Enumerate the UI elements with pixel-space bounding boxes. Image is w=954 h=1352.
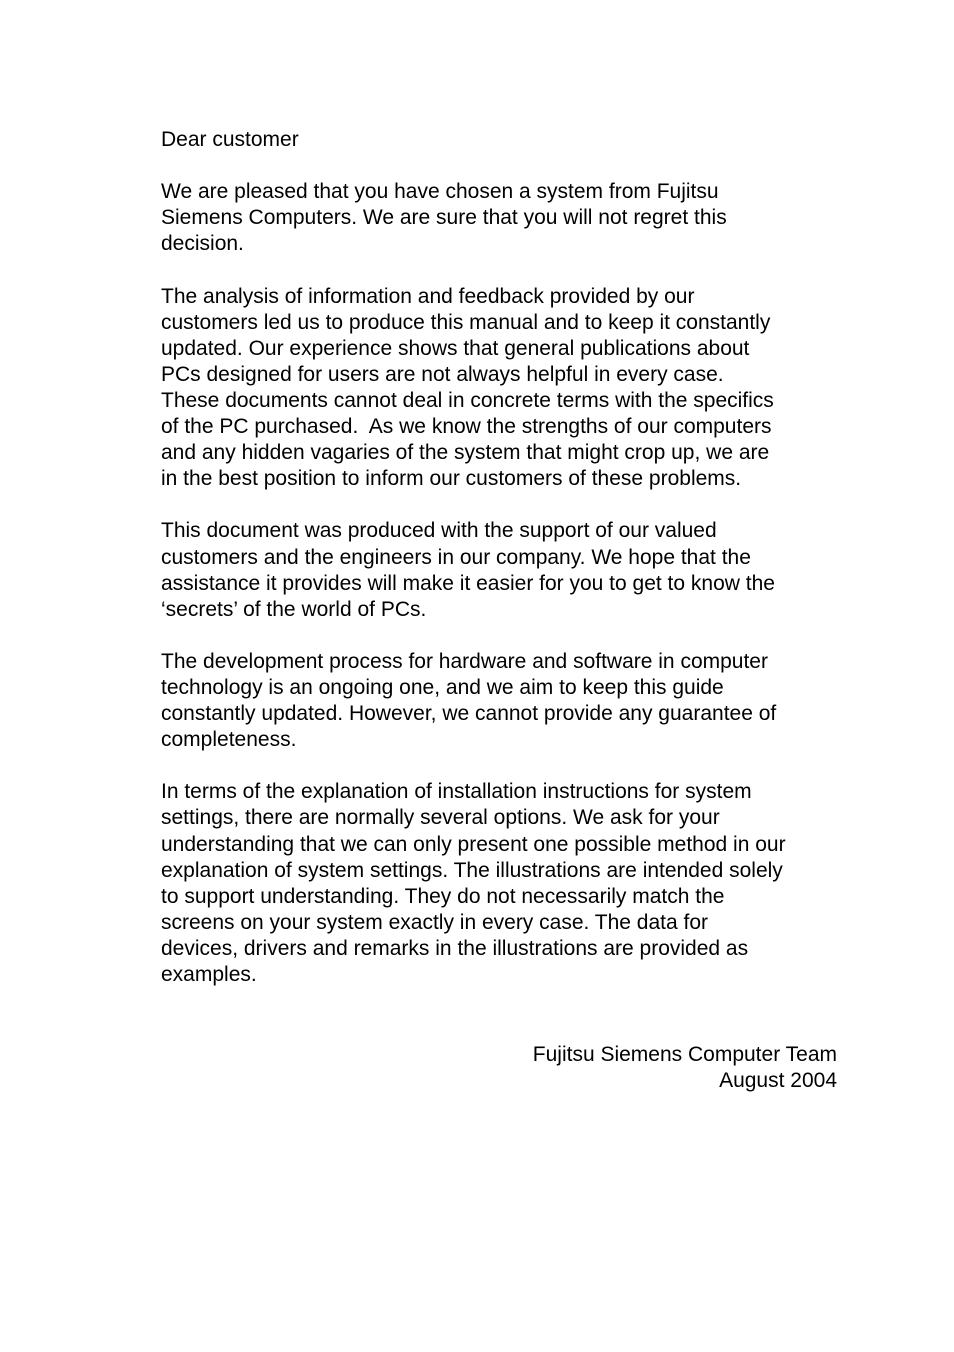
paragraph-line: in the best position to inform our customers of these problems.	[161, 467, 742, 491]
paragraph-line: PCs designed for users are not always helpful in every case.	[161, 362, 724, 386]
paragraph-line: decision.	[161, 232, 244, 256]
paragraph-line: completeness.	[161, 728, 297, 752]
paragraph-line: This document was produced with the support of our valued	[161, 519, 717, 543]
paragraph-line: of the PC purchased. As we know the strengths of our computers	[161, 415, 772, 439]
paragraph-line: customers led us to produce this manual and to keep it constantly	[161, 310, 771, 334]
paragraph-line: ‘secrets’ of the world of PCs.	[161, 597, 427, 621]
paragraph-line: updated. Our experience shows that general publications about	[161, 336, 750, 360]
paragraph-line: The development process for hardware and software in computer	[161, 649, 768, 673]
paragraph-line: examples.	[161, 963, 257, 986]
paragraph-line: constantly updated. However, we cannot provide any guarantee of	[161, 702, 777, 726]
paragraph-1	[161, 179, 841, 257]
paragraph-line: Siemens Computers. We are sure that you will not regret this	[161, 206, 727, 230]
paragraph-line: In terms of the explanation of installation instructions for system	[161, 780, 752, 804]
paragraph-line: understanding that we can only present one possible method in our	[161, 832, 786, 856]
paragraph-4	[161, 649, 841, 753]
paragraph-2	[161, 284, 841, 493]
paragraph-line: The analysis of information and feedback provided by our	[161, 284, 695, 308]
salutation-text: Dear customer	[161, 128, 299, 151]
paragraph-line: screens on your system exactly in every case. The data for	[161, 910, 709, 934]
paragraph-3	[161, 518, 841, 622]
paragraph-line: technology is an ongoing one, and we aim to keep this guide	[161, 675, 724, 699]
signature-block	[533, 1042, 837, 1094]
paragraph-line: We are pleased that you have chosen a system from Fujitsu	[161, 180, 719, 204]
paragraph-line: explanation of system settings. The illustrations are intended solely	[161, 858, 783, 882]
paragraph-line: and any hidden vagaries of the system that might crop up, we are	[161, 441, 770, 465]
paragraph-line: devices, drivers and remarks in the illustrations are provided as	[161, 936, 749, 960]
paragraph-line: to support understanding. They do not necessarily match the	[161, 884, 725, 908]
paragraph-line: These documents cannot deal in concrete terms with the specifics	[161, 388, 774, 412]
paragraph-line: customers and the engineers in our company. We hope that the	[161, 545, 751, 569]
paragraph-5	[161, 779, 841, 988]
signature-team: Fujitsu Siemens Computer Team	[532, 1043, 837, 1066]
paragraph-line: assistance it provides will make it easier for you to get to know the	[161, 571, 775, 595]
letter-body	[161, 127, 841, 1014]
paragraph-line: settings, there are normally several options. We ask for your	[161, 806, 720, 830]
signature-date: August 2004	[719, 1069, 837, 1093]
salutation	[161, 127, 841, 153]
